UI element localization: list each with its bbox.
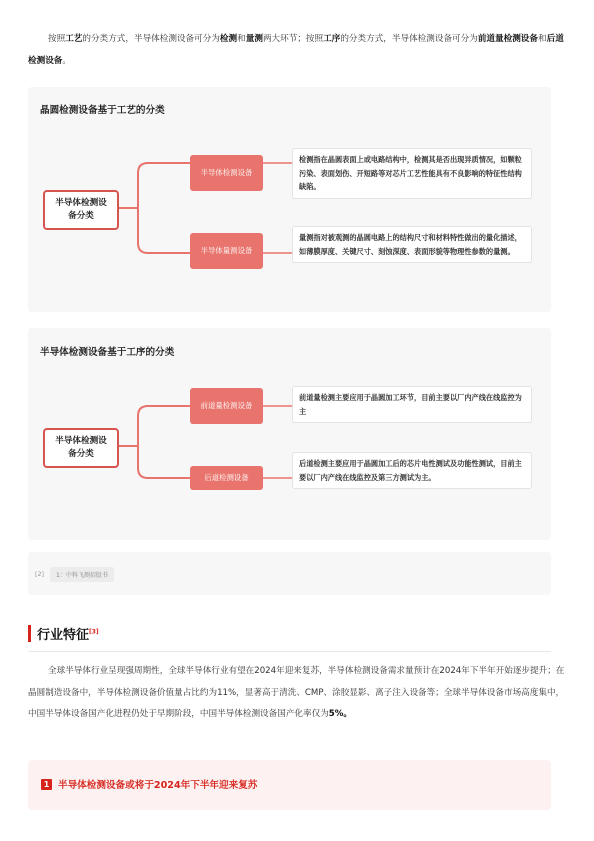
mindmap-root [43, 428, 119, 468]
intro-paragraph [28, 28, 568, 72]
highlight-title: 半导体检测设备或将于2024年下半年迎来复苏 [58, 780, 258, 791]
procedure-classification-card [28, 328, 551, 540]
highlight-box [28, 760, 551, 810]
citation-link[interactable]: [3] [89, 628, 99, 636]
leaf-description-front-end: 前道量检测主要应用于晶圆加工环节，目前主要以厂内产线在线监控为主 [292, 386, 532, 423]
branch-node-inspection [190, 155, 263, 191]
bold-term: 工序 [323, 34, 341, 44]
branch-label: 半导体量测设备 [200, 246, 253, 255]
body-paragraph [28, 661, 568, 726]
card-title: 晶圆检测设备基于工艺的分类 [40, 105, 165, 116]
branch-label: 前道量检测设备 [200, 401, 253, 410]
section-title [37, 624, 99, 643]
process-classification-card [28, 87, 551, 312]
bold-term: 5%。 [328, 709, 352, 719]
bold-term: 后道检测设备 [28, 34, 564, 66]
text-run: 。 [62, 56, 71, 66]
text-run: 全球半导体行业呈现强周期性，全球半导体行业有望在2024年迎来复苏，半导体检测设备需求量预计在2024年下半年开始逐步提升；在晶圆制造设备中，半导体检测设备价值量占比约为11%，显著高于清洗、CMP、涂胶显影、离子注入设备等；全球半导体设备市场高度集中，中国半导体设备国产化进程仍处于早期阶段，中国半导体检测设备国产化率仅为 [28, 666, 565, 719]
branch-label: 后道检测设备 [204, 473, 249, 482]
bold-term: 前道量检测设备 [477, 34, 538, 44]
section-divider [28, 651, 551, 652]
reference-link[interactable]: 1：中科飞测招股书 [50, 567, 114, 582]
branch-node-metrology [190, 233, 263, 269]
root-label: 半导体检测设备分类 [55, 436, 107, 459]
text-run: 按照 [48, 34, 66, 44]
leaf-description-metrology: 量测指对被观测的晶圆电路上的结构尺寸和材料特性做出的量化描述，如薄膜厚度、关键尺寸、刻蚀深度、表面形貌等物理性参数的量测。 [292, 226, 532, 263]
bold-term: 工艺 [65, 34, 83, 44]
leaf-description-inspection: 检测指在晶圆表面上或电路结构中，检测其是否出现异质情况，如颗粒污染、表面划伤、开短路等对芯片工艺性能具有不良影响的特征性结构缺陷。 [292, 148, 532, 199]
text-run: 的分类方式，半导体检测设备可分为 [340, 34, 478, 44]
branch-label: 半导体检测设备 [200, 168, 253, 177]
bold-term: 量测 [245, 34, 263, 44]
section-accent-bar [28, 625, 31, 642]
card-title: 半导体检测设备基于工序的分类 [40, 347, 175, 358]
branch-node-front-end [190, 388, 263, 424]
bold-term: 检测 [219, 34, 238, 44]
root-label: 半导体检测设备分类 [55, 198, 107, 221]
branch-node-back-end [190, 466, 263, 490]
text-run: 和 [237, 34, 246, 44]
text-run: 两大环节；按照 [262, 34, 324, 44]
section-title-text: 行业特征 [37, 628, 90, 643]
highlight-number-badge: 1 [41, 779, 52, 790]
text-run: 的分类方式，半导体检测设备可分为 [82, 34, 220, 44]
reference-box [28, 552, 551, 595]
reference-number: [2] [35, 570, 45, 578]
mindmap-root [43, 190, 119, 230]
text-run: 和 [538, 34, 547, 44]
leaf-description-back-end: 后道检测主要应用于晶圆加工后的芯片电性测试及功能性测试，目前主要以厂内产线在线监控及第三方测试为主。 [292, 452, 532, 489]
